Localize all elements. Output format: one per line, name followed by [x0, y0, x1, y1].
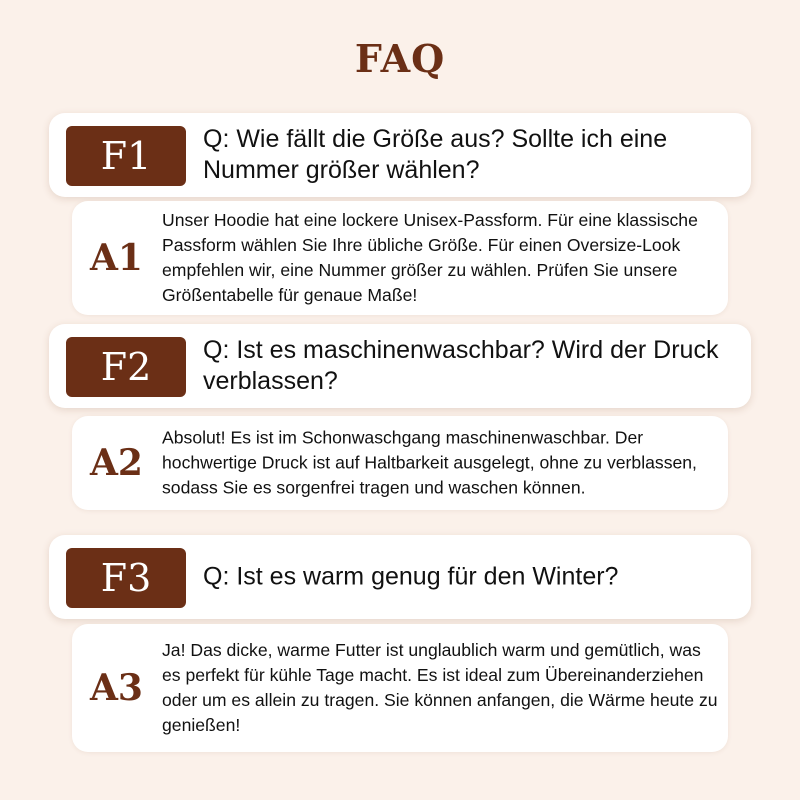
- faq-answer-card-2: [72, 416, 728, 510]
- question-text-2: Q: Ist es maschinenwaschbar? Wird der Druck verblassen?: [203, 336, 719, 395]
- faq-answer-card-3: [72, 624, 728, 752]
- question-badge-1: F1: [66, 126, 186, 186]
- faq-question-card-2[interactable]: [49, 324, 751, 408]
- answer-label-2: A2: [90, 442, 143, 484]
- question-badge-3: F3: [66, 548, 186, 608]
- question-text-3: Q: Ist es warm genug für den Winter?: [203, 562, 619, 591]
- answer-label-3: A3: [90, 667, 143, 709]
- answer-label-1: A1: [90, 237, 143, 279]
- faq-answer-card-1: [72, 201, 728, 315]
- answer-text-1: Unser Hoodie hat eine lockere Unisex-Passform. Für eine klassische Passform wählen Sie Ihre übliche Größe. Für einen Oversize-Look empfehlen wir, eine Nummer größer zu wählen. Prüfen Sie unsere Größentabelle für genaue Maße!: [162, 210, 698, 305]
- faq-question-card-3[interactable]: [49, 535, 751, 619]
- question-badge-2: F2: [66, 337, 186, 397]
- page-title: FAQ: [354, 36, 446, 81]
- answer-text-2: Absolut! Es ist im Schonwaschgang maschinenwaschbar. Der hochwertige Druck ist auf Haltbarkeit ausgelegt, ohne zu verblassen, sodass Sie es sorgenfrei tragen und waschen können.: [162, 427, 697, 498]
- question-text-1: Q: Wie fällt die Größe aus? Sollte ich eine Nummer größer wählen?: [203, 125, 668, 184]
- answer-text-3: Ja! Das dicke, warme Futter ist unglaublich warm und gemütlich, was es perfekt für kühle Tage macht. Es ist ideal zum Übereinanderziehen oder um es allein zu tragen. Sie können anfangen, die Wärme heute zu genießen!: [162, 640, 718, 735]
- faq-question-card-1[interactable]: [49, 113, 751, 197]
